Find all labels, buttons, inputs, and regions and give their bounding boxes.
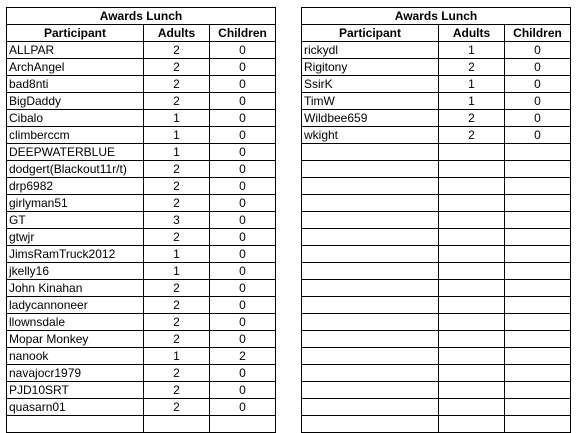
participant-cell: BigDaddy <box>7 93 144 110</box>
table-row <box>7 76 276 93</box>
adults-cell <box>439 382 505 399</box>
participant-cell <box>302 161 439 178</box>
children-cell: 0 <box>210 212 276 229</box>
table-row <box>7 127 276 144</box>
table-row <box>302 263 571 280</box>
table-row <box>7 416 276 433</box>
adults-cell <box>144 416 210 433</box>
participant-cell: Mopar Monkey <box>7 331 144 348</box>
children-cell <box>210 416 276 433</box>
table-row <box>302 110 571 127</box>
adults-cell: 1 <box>439 76 505 93</box>
children-cell <box>505 365 571 382</box>
adults-cell: 1 <box>144 246 210 263</box>
participant-cell <box>302 331 439 348</box>
children-cell: 0 <box>210 263 276 280</box>
participant-cell: quasarn01 <box>7 399 144 416</box>
participant-cell <box>302 399 439 416</box>
participant-cell: rickydl <box>302 42 439 59</box>
participant-cell: PJD10SRT <box>7 382 144 399</box>
children-cell <box>505 263 571 280</box>
children-cell: 0 <box>210 42 276 59</box>
children-cell <box>505 195 571 212</box>
participant-cell <box>7 416 144 433</box>
adults-cell: 2 <box>144 76 210 93</box>
children-cell <box>505 246 571 263</box>
adults-cell: 2 <box>144 399 210 416</box>
table-row <box>302 59 571 76</box>
table-row <box>7 365 276 382</box>
participant-cell <box>302 314 439 331</box>
participant-cell: bad8nti <box>7 76 144 93</box>
children-cell <box>505 297 571 314</box>
participant-cell <box>302 229 439 246</box>
adults-cell: 3 <box>144 212 210 229</box>
table-title-row <box>7 8 276 25</box>
children-cell: 0 <box>210 297 276 314</box>
table-row <box>302 161 571 178</box>
adults-cell <box>439 365 505 382</box>
children-cell <box>505 212 571 229</box>
table-header-row <box>7 25 276 42</box>
children-cell <box>505 229 571 246</box>
table-row <box>302 178 571 195</box>
adults-cell <box>439 229 505 246</box>
participant-cell: GT <box>7 212 144 229</box>
children-cell <box>505 144 571 161</box>
children-cell: 0 <box>505 110 571 127</box>
table-row <box>7 212 276 229</box>
participant-cell <box>302 280 439 297</box>
children-cell: 0 <box>505 93 571 110</box>
table-header-row <box>302 25 571 42</box>
table-row <box>7 93 276 110</box>
adults-cell <box>439 399 505 416</box>
table-row <box>302 280 571 297</box>
adults-cell: 2 <box>144 314 210 331</box>
children-cell <box>505 280 571 297</box>
adults-cell: 2 <box>144 297 210 314</box>
table-row <box>302 382 571 399</box>
adults-cell <box>439 144 505 161</box>
table-row <box>302 195 571 212</box>
participant-cell: nanook <box>7 348 144 365</box>
adults-cell: 1 <box>144 110 210 127</box>
table-row <box>302 399 571 416</box>
adults-cell <box>439 314 505 331</box>
participant-cell: JimsRamTruck2012 <box>7 246 144 263</box>
participant-cell <box>302 195 439 212</box>
adults-cell: 1 <box>144 144 210 161</box>
participant-cell <box>302 382 439 399</box>
children-cell: 0 <box>210 110 276 127</box>
participant-cell: John Kinahan <box>7 280 144 297</box>
participant-cell: ladycannoneer <box>7 297 144 314</box>
adults-cell <box>439 246 505 263</box>
participant-cell <box>302 263 439 280</box>
participant-cell: llownsdale <box>7 314 144 331</box>
adults-cell: 1 <box>144 263 210 280</box>
adults-cell: 1 <box>144 348 210 365</box>
table-row <box>302 365 571 382</box>
table-row <box>302 144 571 161</box>
adults-cell <box>439 280 505 297</box>
table-row <box>7 59 276 76</box>
participant-cell <box>302 246 439 263</box>
table-row <box>7 229 276 246</box>
table-row <box>302 416 571 433</box>
adults-cell: 1 <box>439 42 505 59</box>
participant-cell <box>302 178 439 195</box>
adults-cell: 1 <box>439 93 505 110</box>
children-cell: 0 <box>210 59 276 76</box>
participant-cell: navajocr1979 <box>7 365 144 382</box>
children-cell: 0 <box>505 42 571 59</box>
adults-cell <box>439 195 505 212</box>
table-row <box>7 263 276 280</box>
participant-cell: jkelly16 <box>7 263 144 280</box>
children-cell <box>505 314 571 331</box>
header-children: Children <box>505 25 571 42</box>
participant-cell: ArchAngel <box>7 59 144 76</box>
children-cell: 0 <box>505 76 571 93</box>
awards-lunch-table-left <box>6 7 276 433</box>
children-cell: 0 <box>210 127 276 144</box>
children-cell: 0 <box>210 246 276 263</box>
children-cell: 0 <box>210 161 276 178</box>
children-cell: 0 <box>210 399 276 416</box>
participant-cell: TimW <box>302 93 439 110</box>
children-cell <box>505 416 571 433</box>
adults-cell: 2 <box>439 110 505 127</box>
children-cell <box>505 348 571 365</box>
table-title: Awards Lunch <box>7 8 276 25</box>
adults-cell: 2 <box>144 178 210 195</box>
table-row <box>7 42 276 59</box>
table-row <box>7 297 276 314</box>
table-title-row <box>302 8 571 25</box>
table-row <box>7 110 276 127</box>
participant-cell: wkight <box>302 127 439 144</box>
participant-cell <box>302 416 439 433</box>
adults-cell: 2 <box>439 59 505 76</box>
participant-cell: drp6982 <box>7 178 144 195</box>
table-row <box>302 348 571 365</box>
children-cell: 0 <box>210 331 276 348</box>
table-row <box>302 212 571 229</box>
children-cell: 2 <box>210 348 276 365</box>
table-row <box>7 161 276 178</box>
adults-cell: 2 <box>439 127 505 144</box>
table-row <box>7 399 276 416</box>
adults-cell <box>439 161 505 178</box>
table-row <box>7 348 276 365</box>
participant-cell: dodgert(Blackout11r/t) <box>7 161 144 178</box>
children-cell: 0 <box>210 280 276 297</box>
participant-cell: SsirK <box>302 76 439 93</box>
table-row <box>302 297 571 314</box>
adults-cell: 2 <box>144 365 210 382</box>
participant-cell: ALLPAR <box>7 42 144 59</box>
table-row <box>7 331 276 348</box>
children-cell: 0 <box>210 382 276 399</box>
children-cell: 0 <box>505 59 571 76</box>
children-cell: 0 <box>210 314 276 331</box>
table-row <box>7 144 276 161</box>
participant-cell: gtwjr <box>7 229 144 246</box>
table-row <box>302 246 571 263</box>
children-cell: 0 <box>210 144 276 161</box>
table-row <box>302 76 571 93</box>
adults-cell: 2 <box>144 161 210 178</box>
children-cell: 0 <box>505 127 571 144</box>
children-cell <box>505 331 571 348</box>
table-row <box>7 314 276 331</box>
header-adults: Adults <box>439 25 505 42</box>
participant-cell: climberccm <box>7 127 144 144</box>
table-row <box>7 195 276 212</box>
table-title: Awards Lunch <box>302 8 571 25</box>
participant-cell <box>302 348 439 365</box>
participant-cell <box>302 297 439 314</box>
participant-cell: girlyman51 <box>7 195 144 212</box>
children-cell: 0 <box>210 229 276 246</box>
children-cell: 0 <box>210 178 276 195</box>
children-cell: 0 <box>210 93 276 110</box>
header-participant: Participant <box>302 25 439 42</box>
children-cell: 0 <box>210 365 276 382</box>
adults-cell <box>439 263 505 280</box>
adults-cell: 1 <box>144 127 210 144</box>
table-row <box>302 229 571 246</box>
adults-cell <box>439 416 505 433</box>
adults-cell: 2 <box>144 59 210 76</box>
children-cell: 0 <box>210 76 276 93</box>
adults-cell: 2 <box>144 382 210 399</box>
table-row <box>302 42 571 59</box>
participant-cell: Rigitony <box>302 59 439 76</box>
participant-cell <box>302 144 439 161</box>
participant-cell: DEEPWATERBLUE <box>7 144 144 161</box>
awards-lunch-table-right <box>301 7 571 433</box>
table-row <box>302 127 571 144</box>
adults-cell: 2 <box>144 229 210 246</box>
header-children: Children <box>210 25 276 42</box>
children-cell <box>505 382 571 399</box>
adults-cell <box>439 348 505 365</box>
adults-cell: 2 <box>144 42 210 59</box>
header-adults: Adults <box>144 25 210 42</box>
table-row <box>7 280 276 297</box>
adults-cell: 2 <box>144 93 210 110</box>
adults-cell: 2 <box>144 280 210 297</box>
participant-cell: Wildbee659 <box>302 110 439 127</box>
table-row <box>7 246 276 263</box>
children-cell: 0 <box>210 195 276 212</box>
children-cell <box>505 161 571 178</box>
table-row <box>7 382 276 399</box>
participant-cell: Cibalo <box>7 110 144 127</box>
table-row <box>7 178 276 195</box>
header-participant: Participant <box>7 25 144 42</box>
adults-cell <box>439 331 505 348</box>
adults-cell: 2 <box>144 195 210 212</box>
participant-cell <box>302 365 439 382</box>
adults-cell <box>439 297 505 314</box>
adults-cell <box>439 178 505 195</box>
children-cell <box>505 399 571 416</box>
table-row <box>302 331 571 348</box>
adults-cell: 2 <box>144 331 210 348</box>
children-cell <box>505 178 571 195</box>
table-row <box>302 93 571 110</box>
participant-cell <box>302 212 439 229</box>
table-row <box>302 314 571 331</box>
adults-cell <box>439 212 505 229</box>
